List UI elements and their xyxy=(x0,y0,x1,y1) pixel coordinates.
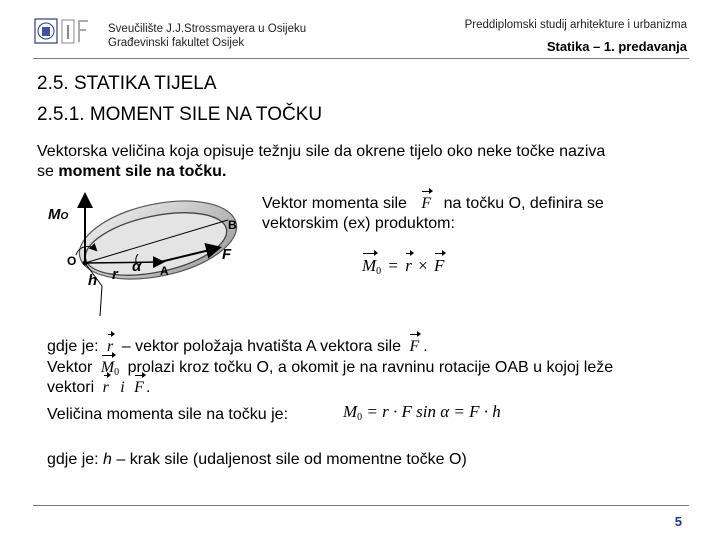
header-faculty: Građevinski fakultet Osijek xyxy=(108,37,245,49)
mag-m-sub: 0 xyxy=(357,412,363,423)
def3-prefix: vektori xyxy=(47,379,95,396)
figure-label-b: B xyxy=(228,218,237,232)
cross-product-equation xyxy=(362,256,444,277)
def1-f: F xyxy=(409,338,420,355)
right-text-line-2: vektorskim (ex) produktom: xyxy=(262,215,455,232)
header-program: Preddiplomski studij arhitekture i urbanizma xyxy=(464,19,687,31)
force-symbol: F xyxy=(421,195,432,212)
section-heading: 2.5. STATIKA TIJELA xyxy=(37,73,217,94)
def1-period: . xyxy=(423,338,428,355)
def2-m-sub: 0 xyxy=(114,367,120,378)
eq-m: M xyxy=(362,256,377,275)
intro-prefix: se xyxy=(37,163,59,180)
page-number: 5 xyxy=(674,514,682,529)
eq-equals: = xyxy=(388,256,399,275)
figure-label-mo-sub: O xyxy=(60,211,69,222)
eq-f: F xyxy=(433,256,445,275)
figure-label-o: O xyxy=(67,254,77,268)
definition-line-1 xyxy=(47,337,428,357)
def1-r: r xyxy=(107,338,114,355)
right-text-part-b: na točku O, definira se xyxy=(443,195,604,212)
footer-rule xyxy=(33,505,689,506)
right-text-line-1 xyxy=(262,194,604,214)
def3-i: i xyxy=(120,379,125,396)
header-lecture: Statika – 1. predavanja xyxy=(546,39,687,54)
figure-label-h: h xyxy=(88,272,98,289)
header-university: Sveučilište J.J.Strossmayera u Osijeku xyxy=(108,23,307,35)
mag-rest: = r · F sin α = F · h xyxy=(366,402,501,421)
eq-times: × xyxy=(418,256,428,275)
magnitude-equation xyxy=(343,402,501,423)
def3-r: r xyxy=(102,379,109,396)
header-rule xyxy=(33,58,689,59)
lever-text: – krak sile (udaljenost sile od momentne točke O) xyxy=(111,451,467,468)
figure-label-alpha: α xyxy=(132,258,142,275)
def3-period: . xyxy=(145,379,151,396)
figure-label-mo-letter: M xyxy=(48,206,61,223)
intro-bold-term: moment sile na točku. xyxy=(58,163,227,180)
lever-arm-definition xyxy=(47,450,467,470)
moment-figure xyxy=(40,188,250,328)
def1-text: – vektor položaja hvatišta A vektora sile xyxy=(121,338,401,355)
faculty-logo xyxy=(33,16,97,48)
intro-line-2 xyxy=(37,162,226,182)
figure-label-r: r xyxy=(112,266,118,283)
figure-label-mo xyxy=(48,206,68,223)
definition-line-3 xyxy=(47,378,150,398)
mag-m: M xyxy=(343,402,358,421)
figure-label-a: A xyxy=(160,264,169,278)
figure-label-f: F xyxy=(222,246,232,263)
def2-text: prolazi kroz točku O, a okomit je na ravninu rotacije OAB u kojoj leže xyxy=(127,359,614,376)
subsection-heading: 2.5.1. MOMENT SILE NA TOČKU xyxy=(37,104,323,125)
lever-prefix: gdje je: xyxy=(47,451,104,468)
magnitude-intro: Veličina momenta sile na točku je: xyxy=(47,406,289,423)
def1-prefix: gdje je: xyxy=(47,338,99,355)
lever-h: h xyxy=(103,451,112,468)
logo-graphic xyxy=(33,16,97,48)
eq-r: r xyxy=(405,256,412,275)
def2-prefix: Vektor xyxy=(47,359,93,376)
right-text-part-a: Vektor momenta sile xyxy=(262,195,407,212)
eq-m-sub: 0 xyxy=(376,266,382,277)
def2-m-letter: M xyxy=(100,359,115,376)
intro-line-1: Vektorska veličina koja opisuje težnju sile da okrene tijelo oko neke točke naziva xyxy=(37,143,606,160)
def3-f: F xyxy=(134,379,144,396)
